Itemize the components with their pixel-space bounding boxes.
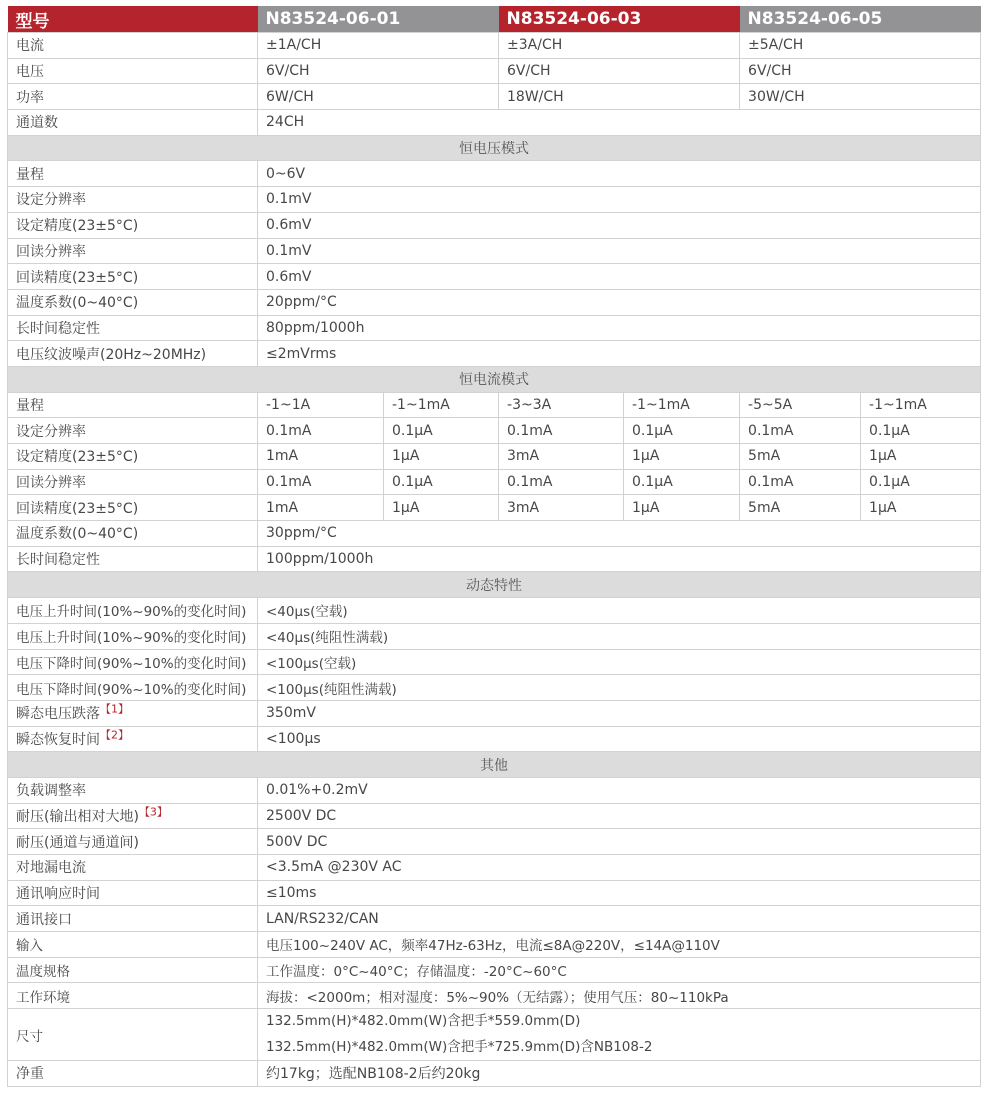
row-label — [8, 700, 258, 726]
cell-value: ±3A/CH — [499, 33, 740, 59]
table-row — [8, 264, 981, 290]
table-row — [8, 855, 981, 881]
row-label: 通讯响应时间 — [8, 880, 258, 906]
table-row — [8, 33, 981, 59]
cell-value: 0.6mV — [258, 212, 981, 238]
row-label: 输入 — [8, 932, 258, 958]
table-row — [8, 726, 981, 752]
cell-value: 6V/CH — [740, 58, 981, 84]
row-label: 温度系数(0~40°C) — [8, 521, 258, 547]
model-label-header: 型号 — [8, 6, 258, 33]
row-label: 耐压(通道与通道间) — [8, 829, 258, 855]
cell-value: 0.1mV — [258, 187, 981, 213]
cell-value: 3mA — [499, 495, 624, 521]
cell-value: 6V/CH — [499, 58, 740, 84]
cell-value: 0.1μA — [384, 418, 499, 444]
table-row — [8, 495, 981, 521]
cell-value: 0.1μA — [384, 469, 499, 495]
cell-value: 1μA — [861, 444, 981, 470]
section-title: 其他 — [8, 752, 981, 778]
cell-value: 1mA — [258, 495, 384, 521]
table-row — [8, 649, 981, 675]
table-row — [8, 315, 981, 341]
cell-value: <40μs(空载) — [258, 598, 981, 624]
label-text: 瞬态电压跌落 — [16, 706, 100, 723]
row-label: 设定分辨率 — [8, 187, 258, 213]
section-header-dynamic — [8, 572, 981, 598]
table-row — [8, 58, 981, 84]
cell-value: -1~1mA — [384, 392, 499, 418]
section-title: 动态特性 — [8, 572, 981, 598]
row-label — [8, 726, 258, 752]
table-row — [8, 1061, 981, 1087]
table-row — [8, 777, 981, 803]
cell-value: 30ppm/°C — [258, 521, 981, 547]
row-label: 回读精度(23±5°C) — [8, 264, 258, 290]
row-label: 通道数 — [8, 110, 258, 136]
table-row — [8, 880, 981, 906]
cell-value: ±5A/CH — [740, 33, 981, 59]
row-label: 电流 — [8, 33, 258, 59]
cell-value: 0.1μA — [624, 418, 740, 444]
cell-value: 1μA — [624, 444, 740, 470]
model-header-05: N83524-06-05 — [740, 6, 981, 33]
row-label: 设定精度(23±5°C) — [8, 444, 258, 470]
cell-value: -1~1mA — [624, 392, 740, 418]
cell-value: 1μA — [861, 495, 981, 521]
cell-value: <100μs(纯阻性满载) — [258, 675, 981, 701]
cell-value: 0.1mA — [740, 418, 861, 444]
cell-value: LAN/RS232/CAN — [258, 906, 981, 932]
row-label: 电压纹波噪声(20Hz~20MHz) — [8, 341, 258, 367]
table-row — [8, 161, 981, 187]
cell-value: <3.5mA @230V AC — [258, 855, 981, 881]
cell-value: 500V DC — [258, 829, 981, 855]
row-label: 电压下降时间(90%~10%的变化时间) — [8, 649, 258, 675]
cell-value: 1mA — [258, 444, 384, 470]
row-label: 设定精度(23±5°C) — [8, 212, 258, 238]
cell-value: 0.01%+0.2mV — [258, 777, 981, 803]
cell-value: 0.6mV — [258, 264, 981, 290]
cell-value: 电压100~240V AC，频率47Hz-63Hz，电流≤8A@220V，≤14A@110V — [258, 932, 981, 958]
cell-value: 1μA — [384, 444, 499, 470]
table-row — [8, 289, 981, 315]
table-row — [8, 829, 981, 855]
cell-value: 0.1mA — [499, 418, 624, 444]
table-row — [8, 623, 981, 649]
row-label: 温度系数(0~40°C) — [8, 289, 258, 315]
table-row — [8, 957, 981, 983]
table-row — [8, 983, 981, 1009]
cell-value: 0.1mV — [258, 238, 981, 264]
row-label: 回读精度(23±5°C) — [8, 495, 258, 521]
dimension-line-2: 132.5mm(H)*482.0mm(W)含把手*725.9mm(D)含NB108-2 — [266, 1038, 653, 1055]
cell-value: 5mA — [740, 495, 861, 521]
row-label: 回读分辨率 — [8, 469, 258, 495]
row-label: 回读分辨率 — [8, 238, 258, 264]
cell-value: <40μs(纯阻性满载) — [258, 623, 981, 649]
cell-value: -5~5A — [740, 392, 861, 418]
table-row — [8, 238, 981, 264]
cell-value: 0.1μA — [861, 469, 981, 495]
cell-value: 100ppm/1000h — [258, 546, 981, 572]
cell-value: 海拔：<2000m；相对湿度：5%~90%（无结露）；使用气压：80~110kPa — [258, 983, 981, 1009]
cell-value: 0~6V — [258, 161, 981, 187]
cell-value: 24CH — [258, 110, 981, 136]
table-row — [8, 212, 981, 238]
cell-value: 1μA — [624, 495, 740, 521]
label-text: 耐压(输出相对大地) — [16, 808, 139, 825]
cell-value: 6V/CH — [258, 58, 499, 84]
footnote-ref-3: 【3】 — [138, 805, 168, 819]
section-header-cc — [8, 366, 981, 392]
cell-value: 0.1μA — [624, 469, 740, 495]
cell-value: ±1A/CH — [258, 33, 499, 59]
table-row — [8, 469, 981, 495]
cell-value: 30W/CH — [740, 84, 981, 110]
row-label: 负载调整率 — [8, 777, 258, 803]
section-title: 恒电压模式 — [8, 135, 981, 161]
table-row — [8, 803, 981, 829]
table-row — [8, 392, 981, 418]
cell-value: -1~1mA — [861, 392, 981, 418]
model-header-01: N83524-06-01 — [258, 6, 499, 33]
row-label: 设定分辨率 — [8, 418, 258, 444]
table-row — [8, 84, 981, 110]
table-row — [8, 932, 981, 958]
row-label: 工作环境 — [8, 983, 258, 1009]
dimension-line-1: 132.5mm(H)*482.0mm(W)含把手*559.0mm(D) — [266, 1013, 581, 1030]
row-label: 功率 — [8, 84, 258, 110]
cell-value: 0.1μA — [861, 418, 981, 444]
spec-table — [7, 6, 981, 1087]
row-label: 电压下降时间(90%~10%的变化时间) — [8, 675, 258, 701]
cell-value: -3~3A — [499, 392, 624, 418]
row-label: 电压上升时间(10%~90%的变化时间) — [8, 623, 258, 649]
table-row — [8, 700, 981, 726]
row-label: 尺寸 — [8, 1009, 258, 1061]
row-label: 温度规格 — [8, 957, 258, 983]
table-row — [8, 1009, 981, 1061]
label-text: 瞬态恢复时间 — [16, 731, 100, 748]
row-label: 电压上升时间(10%~90%的变化时间) — [8, 598, 258, 624]
cell-value: <100μs — [258, 726, 981, 752]
cell-value: 工作温度：0°C~40°C；存储温度：-20°C~60°C — [258, 957, 981, 983]
row-label: 长时间稳定性 — [8, 315, 258, 341]
cell-value: 0.1mA — [258, 469, 384, 495]
cell-value: 1μA — [384, 495, 499, 521]
row-label: 净重 — [8, 1061, 258, 1087]
cell-value: 6W/CH — [258, 84, 499, 110]
table-row — [8, 341, 981, 367]
section-title: 恒电流模式 — [8, 366, 981, 392]
cell-value: 5mA — [740, 444, 861, 470]
table-row — [8, 444, 981, 470]
cell-value: 0.1mA — [499, 469, 624, 495]
row-label — [8, 803, 258, 829]
cell-value: 约17kg；选配NB108-2后约20kg — [258, 1061, 981, 1087]
row-label: 长时间稳定性 — [8, 546, 258, 572]
cell-value: 20ppm/°C — [258, 289, 981, 315]
cell-value: 350mV — [258, 700, 981, 726]
section-header-other — [8, 752, 981, 778]
cell-value: 0.1mA — [258, 418, 384, 444]
footnote-ref-2: 【2】 — [100, 728, 129, 742]
table-row — [8, 546, 981, 572]
cell-value: 2500V DC — [258, 803, 981, 829]
row-label: 通讯接口 — [8, 906, 258, 932]
section-header-cv — [8, 135, 981, 161]
row-label: 对地漏电流 — [8, 855, 258, 881]
cell-value: 3mA — [499, 444, 624, 470]
footnote-ref-1: 【1】 — [100, 702, 129, 716]
cell-value: 18W/CH — [499, 84, 740, 110]
table-row — [8, 187, 981, 213]
cell-value — [258, 1009, 981, 1061]
table-row — [8, 906, 981, 932]
table-row — [8, 110, 981, 136]
model-header-03: N83524-06-03 — [499, 6, 740, 33]
cell-value: ≤2mVrms — [258, 341, 981, 367]
table-row — [8, 418, 981, 444]
cell-value: 0.1mA — [740, 469, 861, 495]
cell-value: -1~1A — [258, 392, 384, 418]
cell-value: ≤10ms — [258, 880, 981, 906]
table-row — [8, 598, 981, 624]
row-label: 量程 — [8, 161, 258, 187]
table-row — [8, 521, 981, 547]
header-row — [8, 6, 981, 33]
cell-value: 80ppm/1000h — [258, 315, 981, 341]
cell-value: <100μs(空载) — [258, 649, 981, 675]
table-row — [8, 675, 981, 701]
row-label: 量程 — [8, 392, 258, 418]
row-label: 电压 — [8, 58, 258, 84]
